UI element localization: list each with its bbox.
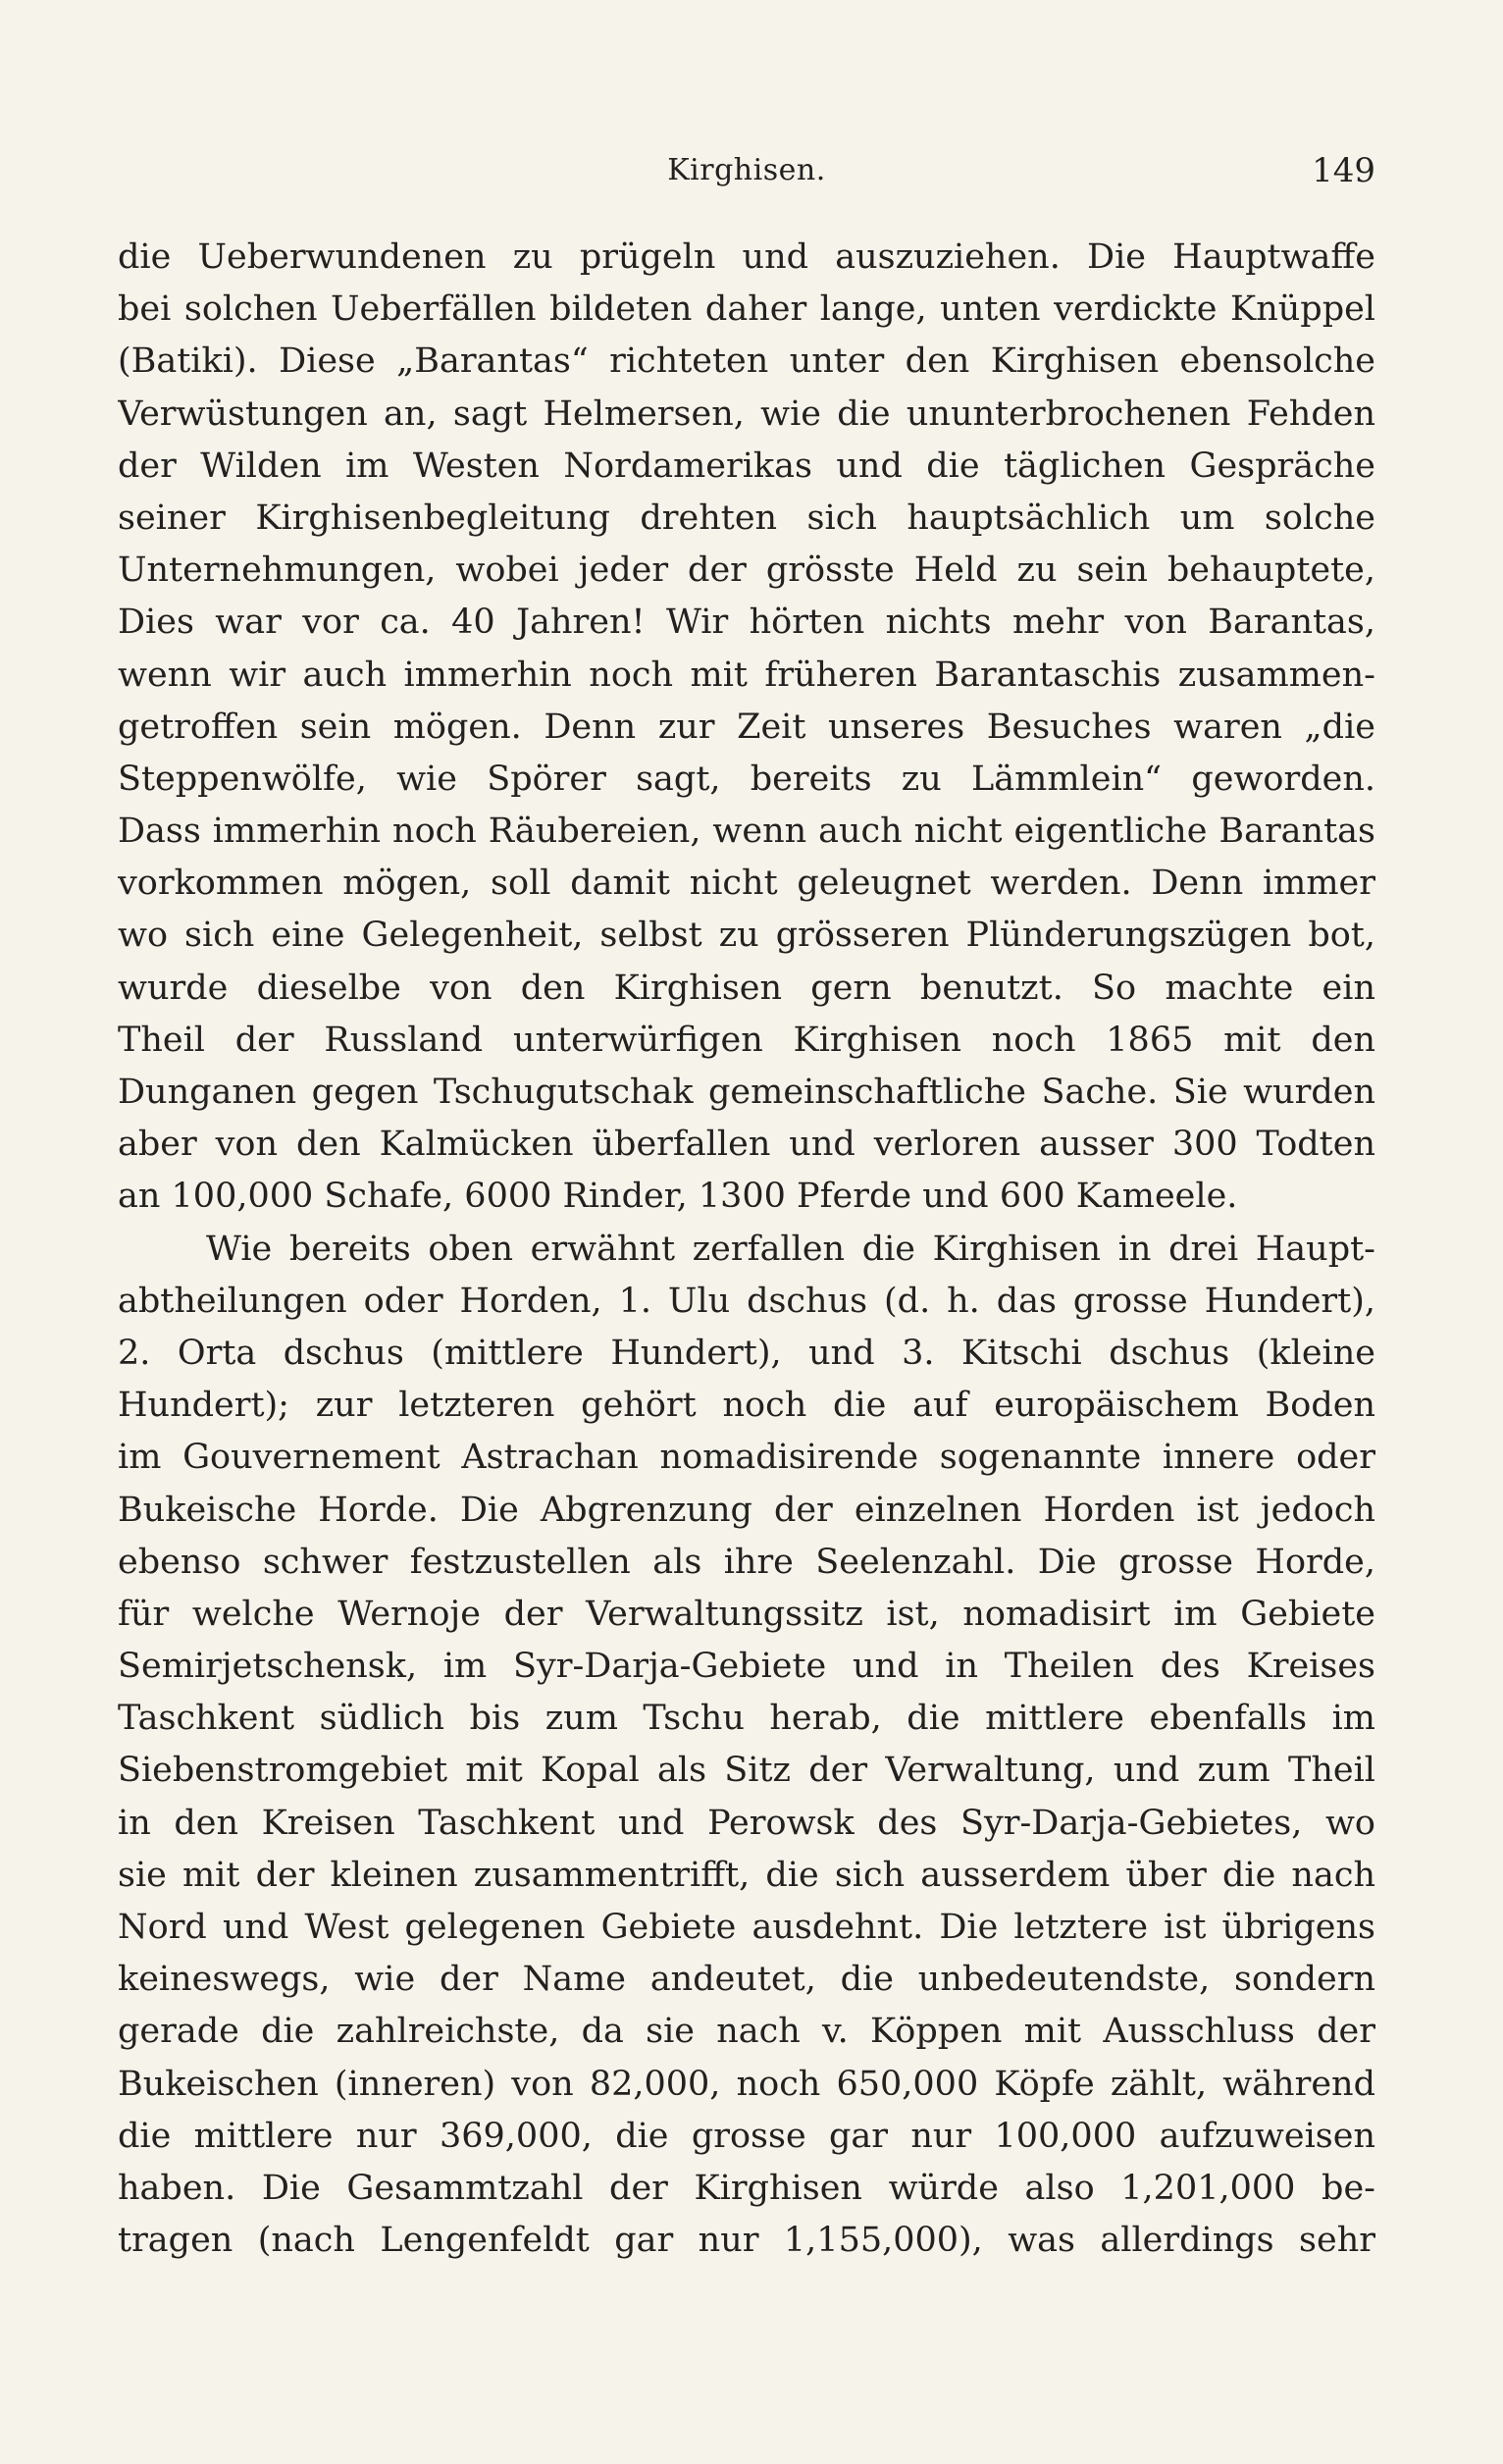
text-line: sie mit der kleinen zusammentrifft, die sich ausserdem über die nach [118, 1855, 1375, 1895]
text-line: Nord und West gelegenen Gebiete ausdehnt. Die letztere ist übrigens [118, 1908, 1375, 1947]
text-line: haben. Die Gesammtzahl der Kirghisen würde also 1,201,000 be- [118, 2168, 1375, 2208]
text-line: Semirjetschensk, im Syr-Darja-Gebiete und in Theilen des Kreises [118, 1647, 1375, 1687]
page-number: 149 [1312, 151, 1375, 190]
text-line: vorkommen mögen, soll damit nicht geleugnet werden. Denn immer [118, 864, 1375, 904]
body-text [118, 232, 1375, 2267]
text-line: getroffen sein mögen. Denn zur Zeit unseres Besuches waren „die [118, 707, 1375, 747]
text-line: der Wilden im Westen Nordamerikas und die täglichen Gespräche [118, 446, 1375, 486]
text-line: (Batiki). Diese „Barantas“ richteten unter den Kirghisen ebensolche [118, 341, 1375, 382]
text-line: an 100,000 Schafe, 6000 Rinder, 1300 Pferde und 600 Kameele. [118, 1177, 1238, 1217]
text-line: Siebenstromgebiet mit Kopal als Sitz der Verwaltung, und zum Theil [118, 1751, 1375, 1791]
text-line: aber von den Kalmücken überfallen und verloren ausser 300 Todten [118, 1125, 1375, 1165]
text-line: Bukeischen (inneren) von 82,000, noch 650,000 Köpfe zählt, während [118, 2064, 1375, 2104]
text-line: ebenso schwer festzustellen als ihre Seelenzahl. Die grosse Horde, [118, 1542, 1375, 1582]
text-line: Dies war vor ca. 40 Jahren! Wir hörten nichts mehr von Barantas, [118, 603, 1375, 643]
text-line: Unternehmungen, wobei jeder der grösste Held zu sein behauptete, [118, 550, 1375, 591]
text-line: abtheilungen oder Horden, 1. Ulu dschus (d. h. das grosse Hundert), [118, 1281, 1375, 1321]
text-line: tragen (nach Lengenfeldt gar nur 1,155,000), was allerdings sehr [118, 2221, 1375, 2261]
text-line: Wie bereits oben erwähnt zerfallen die Kirghisen in drei Haupt- [206, 1229, 1375, 1269]
text-line: wurde dieselbe von den Kirghisen gern benutzt. So machte ein [118, 968, 1375, 1008]
text-line: bei solchen Ueberfällen bildeten daher lange, unten verdickte Knüppel [118, 289, 1375, 330]
text-line: im Gouvernement Astrachan nomadisirende sogenannte innere oder [118, 1438, 1375, 1478]
text-line: die Ueberwundenen zu prügeln und auszuziehen. Die Hauptwaffe [118, 237, 1375, 277]
text-line: Hundert); zur letzteren gehört noch die auf europäischem Boden [118, 1386, 1375, 1426]
text-line: Dass immerhin noch Räubereien, wenn auch nicht eigentliche Barantas [118, 812, 1375, 852]
text-line: in den Kreisen Taschkent und Perowsk des Syr-Darja-Gebietes, wo [118, 1803, 1375, 1843]
text-line: 2. Orta dschus (mittlere Hundert), und 3. Kitschi dschus (kleine [118, 1333, 1375, 1373]
text-line: für welche Wernoje der Verwaltungssitz ist, nomadisirt im Gebiete [118, 1594, 1375, 1634]
text-line: Bukeische Horde. Die Abgrenzung der einzelnen Horden ist jedoch [118, 1490, 1375, 1530]
page-header [118, 149, 1375, 192]
text-line: wo sich eine Gelegenheit, selbst zu grösseren Plünderungszügen bot, [118, 916, 1375, 956]
text-line: Theil der Russland unterwürfigen Kirghisen noch 1865 mit den [118, 1020, 1375, 1060]
text-line: seiner Kirghisenbegleitung drehten sich hauptsächlich um solche [118, 498, 1375, 538]
text-line: wenn wir auch immerhin noch mit früheren Barantaschis zusammen- [118, 655, 1375, 695]
text-line: keineswegs, wie der Name andeutet, die unbedeutendste, sondern [118, 1960, 1375, 2000]
text-line: gerade die zahlreichste, da sie nach v. Köppen mit Ausschluss der [118, 2012, 1375, 2052]
text-line: die mittlere nur 369,000, die grosse gar nur 100,000 aufzuweisen [118, 2116, 1375, 2156]
running-head: Kirghisen. [667, 153, 826, 187]
text-line: Dunganen gegen Tschugutschak gemeinschaftliche Sache. Sie wurden [118, 1073, 1375, 1112]
text-line: Taschkent südlich bis zum Tschu herab, die mittlere ebenfalls im [118, 1699, 1375, 1739]
text-line: Verwüstungen an, sagt Helmersen, wie die ununterbrochenen Fehden [118, 393, 1375, 434]
text-line: Steppenwölfe, wie Spörer sagt, bereits zu Lämmlein“ geworden. [118, 759, 1375, 799]
